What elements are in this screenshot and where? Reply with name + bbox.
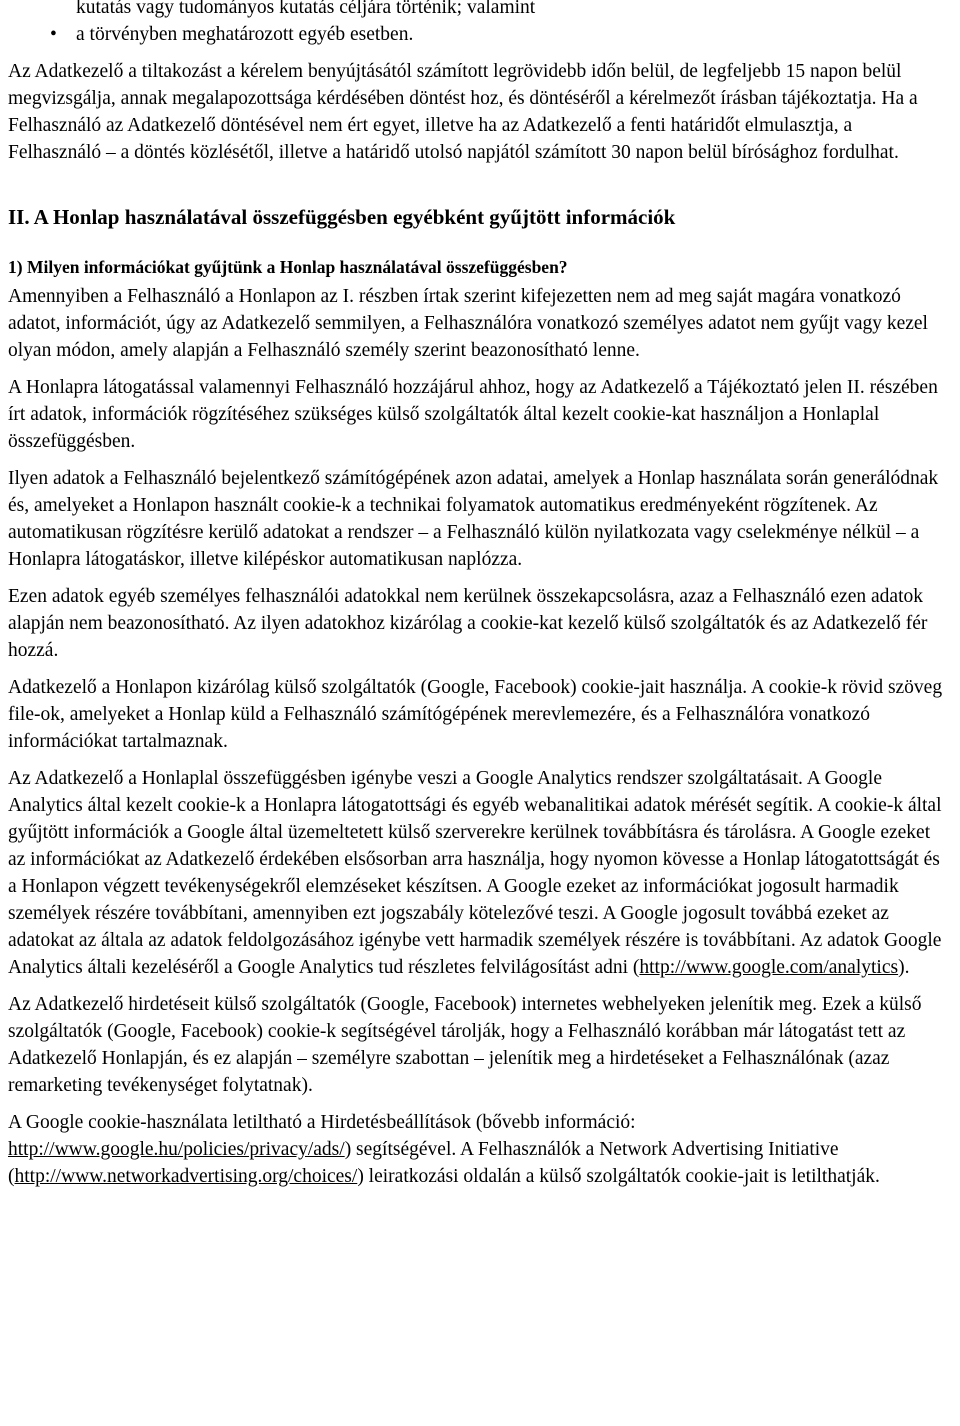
remarketing-paragraph: Az Adatkezelő hirdetéseit külső szolgáltatók (Google, Facebook) internetes webhelyeken jelenítik meg. Ezek a külső szolgáltatók (Google, Facebook) cookie-k segítségével tárolják, hogy a Felhasználó korábban már látogatást tett az Adatkezelő Honlapján, és ez alapján – személyre szabottan – jelenítik meg a hirdetéseket a Felhasználónak (azaz remarketing tevékenységet folytatnak).	[8, 994, 922, 1096]
opt-out-text-3: ) leiratkozási oldalán a külső szolgáltatók cookie-jait is letilthatják.	[357, 1166, 880, 1187]
analytics-text-end: ).	[898, 957, 910, 978]
nai-choices-link[interactable]: http://www.networkadvertising.org/choices/	[14, 1166, 358, 1187]
bullet-item	[8, 0, 948, 21]
opt-out-text: A Google cookie-használata letiltható a Hirdetésbeállítások (bővebb információ:	[8, 1112, 636, 1133]
consent-paragraph: A Honlapra látogatással valamennyi Felhasználó hozzájárul ahhoz, hogy az Adatkezelő a Tájékoztató jelen II. részében írt adatok, információk rögzítéséhez szükséges külső szolgáltatók által kezelt cookie-kat használjon a Honlaplal összefüggésben.	[8, 377, 938, 452]
collected-data-paragraph: Ilyen adatok a Felhasználó bejelentkező számítógépének azon adatai, amelyek a Honlap használata során generálódnak és, amelyeket a Honlapon használt cookie-k a technikai folyamatok automatikus eredményeként rögzítenek. Az automatikusan rögzítésre kerülő adatokat a rendszer – a Felhasználó külön nyilatkozata vagy cselekménye nélkül – a Honlapra látogatáskor, illetve kilépéskor automatikusan naplózza.	[8, 468, 939, 570]
subsection-heading: 1) Milyen információkat gyűjtünk a Honlap használatával összefüggésben?	[8, 257, 568, 277]
section-heading: II. A Honlap használatával összefüggésben egyébként gyűjtött információk	[8, 205, 676, 229]
cookies-paragraph: Adatkezelő a Honlapon kizárólag külső szolgáltatók (Google, Facebook) cookie-jait használja. A cookie-k rövid szöveg file-ok, amelyeket a Honlap küld a Felhasználó számítógépének merevlemezére, és a Felhasználóra vonatkozó információkat tartalmaznak.	[8, 677, 943, 752]
opt-out-text-2: ) segítségével. A Felhasználók a Network Advertising Initiative (	[8, 1139, 839, 1187]
google-ads-settings-link[interactable]: http://www.google.hu/policies/privacy/ads/	[8, 1139, 345, 1160]
bullet-item	[8, 21, 948, 48]
personal-data-paragraph: Amennyiben a Felhasználó a Honlapon az I. részben írtak szerint kifejezetten nem ad meg saját magára vonatkozó adatot, információt, úgy az Adatkezelő semmilyen, a Felhasználóra vonatkozó személyes adatot nem gyűjt vagy kezel olyan módon, amely alapján a Felhasználó személy szerint beazonosítható lenne.	[8, 286, 928, 361]
data-linking-paragraph: Ezen adatok egyéb személyes felhasználói adatokkal nem kerülnek összekapcsolásra, azaz a Felhasználó ezen adatok alapján nem beazonosítható. Az ilyen adatokhoz kizárólag a cookie-kat kezelő külső szolgáltatók és az Adatkezelő fér hozzá.	[8, 586, 928, 661]
google-analytics-link[interactable]: http://www.google.com/analytics	[639, 957, 899, 978]
google-analytics-paragraph	[8, 765, 948, 981]
objection-paragraph: Az Adatkezelő a tiltakozást a kérelem benyújtásától számított legrövidebb időn belül, de legfeljebb 15 napon belül megvizsgálja, annak megalapozottsága kérdésében döntést hoz, és döntéséről a kérelmezőt írásban tájékoztatja. Ha a Felhasználó az Adatkezelő döntésével nem ért egyet, illetve ha az Adatkezelő a fenti határidőt elmulasztja, a Felhasználó – a döntés közlésétől, illetve a határidő utolsó napjától számított 30 napon belül bírósághoz fordulhat.	[8, 61, 918, 163]
analytics-text: Az Adatkezelő a Honlaplal összefüggésben igénybe veszi a Google Analytics rendszer szolgáltatásait. A Google Analytics által kezelt cookie-k a Honlapra látogatottsági és egyéb webanalitikai adatok mérését segítik. A cookie-k által gyűjtött információk a Google által üzemeltetett külső szerverekre kerülnek továbbításra és tárolásra. A Google ezeket az információkat az Adatkezelő érdekében elsősorban arra használja, hogy nyomon kövesse a Honlap látogatottságát és a Honlapon végzett tevékenységekről elemzéseket készítsen. A Google ezeket az információkat jogosult harmadik személyek részére továbbítani, amennyiben ezt jogszabály kötelezővé teszi. A Google jogosult továbbá ezeket az adatokat az általa az adatok feldolgozásához igénybe vett harmadik személyek részére is továbbítani. Az adatok Google Analytics általi kezeléséről a Google Analytics tud részletes felvilágosítást adni (	[8, 768, 942, 978]
bullet-text: a törvényben meghatározott egyéb esetben.	[76, 24, 414, 45]
opt-out-paragraph	[8, 1109, 948, 1190]
bullet-text: kutatás vagy tudományos kutatás céljára történik; valamint	[76, 0, 536, 18]
bullet-list	[8, 0, 948, 48]
bullet-marker: •	[50, 24, 57, 45]
